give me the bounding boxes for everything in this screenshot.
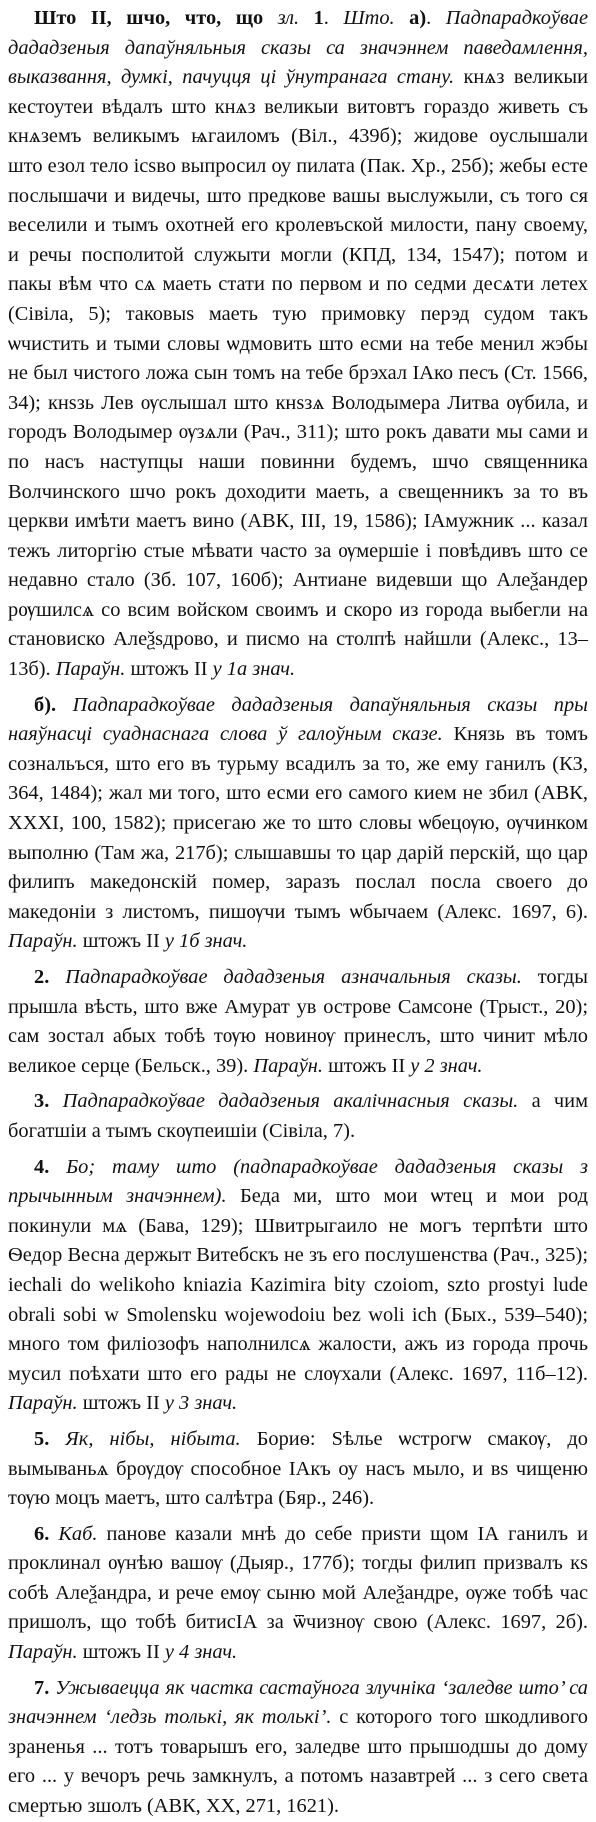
sense-quotations: тогды прышла вѣсть, што вже Амурат ув острове Самсоне (Трыст., 20); сам зостал абых тобѣ тѹю новинѹ принеслъ, што чинит мѣло великое серце (Бельск., 39). bbox=[8, 966, 588, 1077]
entry-sense-1a: Што II, шчо, что, що зл. 1. Што. а). Падпарадкоўвае дададзеныя дапаўняльныя сказы са значэннем паведамлення, выказвання, думкі, пачуцця ці ўнутранага стану. кнѧз великыи кестоутеи вѣдалъ што кнѧз великыи витовтъ гораздо живеть съ кнѧземъ великымъ ѩгаиломъ (Віл., 439б); жидове оуслышали што езол тело ісѕво выпросил оу пилата (Пак. Хр., 25б); жебы есте послышачи и видечы, што предкове вашы выслужыли, съ того ся веселили и тымъ охотней его кролевъской милости, пану своему, и речы посполитой служыти могли (КПД, 134, 1547); потом и пакы вѣм что сѧ маеть стати по первом и по седми десѧти летех (Сівіла, 5); таковыѕ маеть тую примовку перэд судом такъ ѡчистить и тыми словы ѡдмовить што есми на тебе менил жэбы не был чистого ложа сын томъ на тебе брэхал ІАко песъ (Ст. 1566, 34); кнѕзь Лев ѹслышал што кнѕзѧ Володымера Литва ѹбила, и городъ Володымер ѹзѧли (Рач., 311); што рокъ давати мы сами и по насъ наступцы наши повинни будемъ, шчо священника Волчинского шчо рокъ доходити маеть, а свещенникъ за то въ церкви имѣти маетъ вино (АВК, III, 19, 1586); ІАмужник ... казал тежъ литоргію стые мѣвати часто за ѹмершіе і повѣдивъ што се недавно стало (Зб. 107, 160б); Антиане видевши що Алеѯандер рѹшилсѧ со всим войском своимъ и скоро из города выбегли на становиско Алеѯѕдрово, и писмо на столпѣ найшли (Алекс., 13–13б). Параўн. штожъ II у 1а знач. bbox=[8, 7, 588, 681]
entry-sense-3 bbox=[8, 1087, 588, 1146]
compare-word: штожъ II bbox=[82, 1392, 160, 1415]
compare-sense: у 1б знач. bbox=[164, 930, 248, 953]
sense-definition: Падпарадкоўвае дададзеныя дапаўняльныя сказы са значэннем паведамлення, выказвання, думкі, пачуцця ці ўнутранага стану. bbox=[8, 7, 588, 89]
compare-label: Параўн. bbox=[8, 1392, 78, 1415]
sense-number: 1 bbox=[313, 7, 324, 29]
sense-quotations: с которого того шкодливого зраненья ... тотъ товарышъ его, заледве што прышодшы до дому его ... у вечоръ речь замкнулъ, а потомъ назавтрей ... з сего света смертью зшолъ (АВК, XX, 271, 1621). bbox=[8, 1706, 588, 1818]
entry-sense-4 bbox=[8, 1153, 588, 1419]
compare-word: штожъ II bbox=[130, 658, 208, 681]
sense-quotations: Князь въ томъ сознальъся, што его въ турьму всадилъ за то, же ему ганилъ (КЗ, 364, 1484); жал ми того, што есми его самого кием не збил (АВК, XXXI, 100, 1582); присегаю же то што словы ѡбецѹю, ѹчинком выполню (Там жа, 217б); слышавшы то цар дарій перскій, що цар филипъ македонскій помер, заразъ послал посла своего до македоніи з листомъ, пишѹчи тымъ ѡбычаем (Алекс. 1697, 6). bbox=[8, 723, 588, 923]
source-word: Што. bbox=[343, 7, 395, 29]
entry-sense-6 bbox=[8, 1520, 588, 1668]
compare-label: Параўн. bbox=[8, 1641, 78, 1664]
compare-sense: у 3 знач. bbox=[164, 1392, 238, 1415]
subsense-label: а) bbox=[409, 7, 427, 29]
sense-definition: Каб. bbox=[58, 1522, 98, 1545]
sense-definition: Падпарадкоўвае дададзеныя азначальныя сказы. bbox=[65, 966, 522, 988]
sense-definition: Як, нібы, нібыта. bbox=[65, 1427, 241, 1450]
entry-sense-5 bbox=[8, 1425, 588, 1514]
sense-number: 3. bbox=[34, 1090, 50, 1113]
sense-number: 6. bbox=[34, 1522, 50, 1545]
entry-headword: Што II, шчо, что, що bbox=[34, 7, 264, 29]
sense-definition: Бо; таму што (падпарадкоўвае дададзеныя сказы з прычынным значэннем). bbox=[8, 1155, 588, 1208]
sense-definition: Ужываецца як частка састаўнога злучніка ‘заледве што’ са значэннем ‘ледзь толькі, як толькі’. bbox=[8, 1676, 589, 1729]
compare-label: Параўн. bbox=[55, 658, 126, 681]
sense-number: 2. bbox=[34, 966, 50, 988]
sense-number: 4. bbox=[34, 1155, 50, 1178]
compare-word: штожъ II bbox=[82, 930, 160, 953]
sense-quotations: панове казали мнѣ до себе приѕти щом ІА ганилъ и проклинал ѹнѣю вашѹ (Дыяр., 177б); тогды филип призвалъ кѕ собѣ Алеѯандра, и рече емѹ сыню мой Алеѯандре, ѹже тобѣ час пришолъ, що тобѣ битисІА за ѿчизнѹ свою (Алекс. 1697, 2б). bbox=[8, 1522, 588, 1634]
sense-quotations: Беда ми, што мои ѡтец и мои род покинули мѧ (Бава, 129); Швитрыгаило не могъ терпѣти што Ѳедор Весна держыт Витебскъ не зъ его послушенства (Рач., 325); iechali do welikoho kniazia Kazimira bity czoiom, szto prostyi lude obrali sobi w Smolensku wojewodoiu bez woli ich (Бых., 539–540); много том филіозофъ наполнилсѧ жалости, ажъ из города прочь мусил поѣхати што его рады не слѹхали (Алекс. 1697, 11б–12). bbox=[8, 1185, 588, 1385]
sense-number: 5. bbox=[34, 1427, 50, 1450]
sense-definition: Падпарадкоўвае дададзеныя акалічнасныя сказы. bbox=[62, 1090, 519, 1113]
sense-number: 7. bbox=[34, 1676, 50, 1699]
grammar-label: зл. bbox=[277, 7, 300, 29]
sense-quotations: а чим богатшіи а тымъ скѹпеишіи (Сівіла, 7). bbox=[8, 1090, 588, 1142]
entry-sense-7 bbox=[8, 1674, 588, 1822]
compare-sense: у 2 знач. bbox=[410, 1054, 483, 1077]
compare-sense: у 4 знач. bbox=[164, 1641, 238, 1664]
compare-label: Параўн. bbox=[253, 1054, 323, 1077]
compare-label: Параўн. bbox=[8, 930, 78, 953]
compare-word: штожъ II bbox=[82, 1641, 160, 1664]
entry-sense-1b bbox=[8, 691, 588, 957]
sense-definition: Падпарадкоўвае дададзеныя дапаўняльныя сказы пры наяўнасці суаднаснага слова ў галоўным сказе. bbox=[8, 693, 588, 746]
sense-quotations: Бориѳ: Ѕѣлье ѡстрогѡ смакѹ, до вымываньѧ брѹдѹ способное ІАкъ оу насъ мыло, и вѕ чищеню тѹю моцъ маетъ, што салѣтра (Бяр., 246). bbox=[8, 1427, 588, 1510]
entry-sense-2 bbox=[8, 963, 588, 1081]
compare-word: штожъ II bbox=[328, 1054, 406, 1077]
sense-quotations: кнѧз великыи кестоутеи вѣдалъ што кнѧз великыи витовтъ гораздо живеть съ кнѧземъ великымъ ѩгаиломъ (Віл., 439б); жидове оуслышали што езол тело ісѕво выпросил оу пилата (Пак. Хр., 25б); жебы есте послышачи и видечы, што предкове вашы выслужыли, съ того ся веселили и тымъ охотней его кролевъской милости, пану своему, и речы посполитой служыти могли (КПД, 134, 1547); потом и пакы вѣм что сѧ маеть стати по первом и по седми десѧти летех (Сівіла, 5); таковыѕ маеть тую примовку перэд судом такъ ѡчистить и тыми словы ѡдмовить што есми на тебе менил жэбы не был чистого ложа сын томъ на тебе брэхал ІАко песъ (Ст. 1566, 34); кнѕзь Лев ѹслышал што кнѕзѧ Володымера Литва ѹбила, и городъ Володымер ѹзѧли (Рач., 311); што рокъ давати мы сами и по насъ наступцы наши повинни будемъ, шчо священника Волчинского шчо рокъ доходити маеть, а свещенникъ за то въ церкви имѣти маетъ вино (АВК, III, 19, 1586); ІАмужник ... казал тежъ литоргію стые мѣвати часто за ѹмершіе і повѣдивъ што се недавно стало (Зб. 107, 160б); Антиане видевши що Алеѯандер рѹшилсѧ со всим войском своимъ и скоро из города выбегли на становиско Алеѯѕдрово, и писмо на столпѣ найшли (Алекс., 13–13б). bbox=[8, 66, 588, 681]
compare-sense: у 1а знач. bbox=[212, 658, 296, 681]
subsense-label: б). bbox=[34, 693, 57, 716]
